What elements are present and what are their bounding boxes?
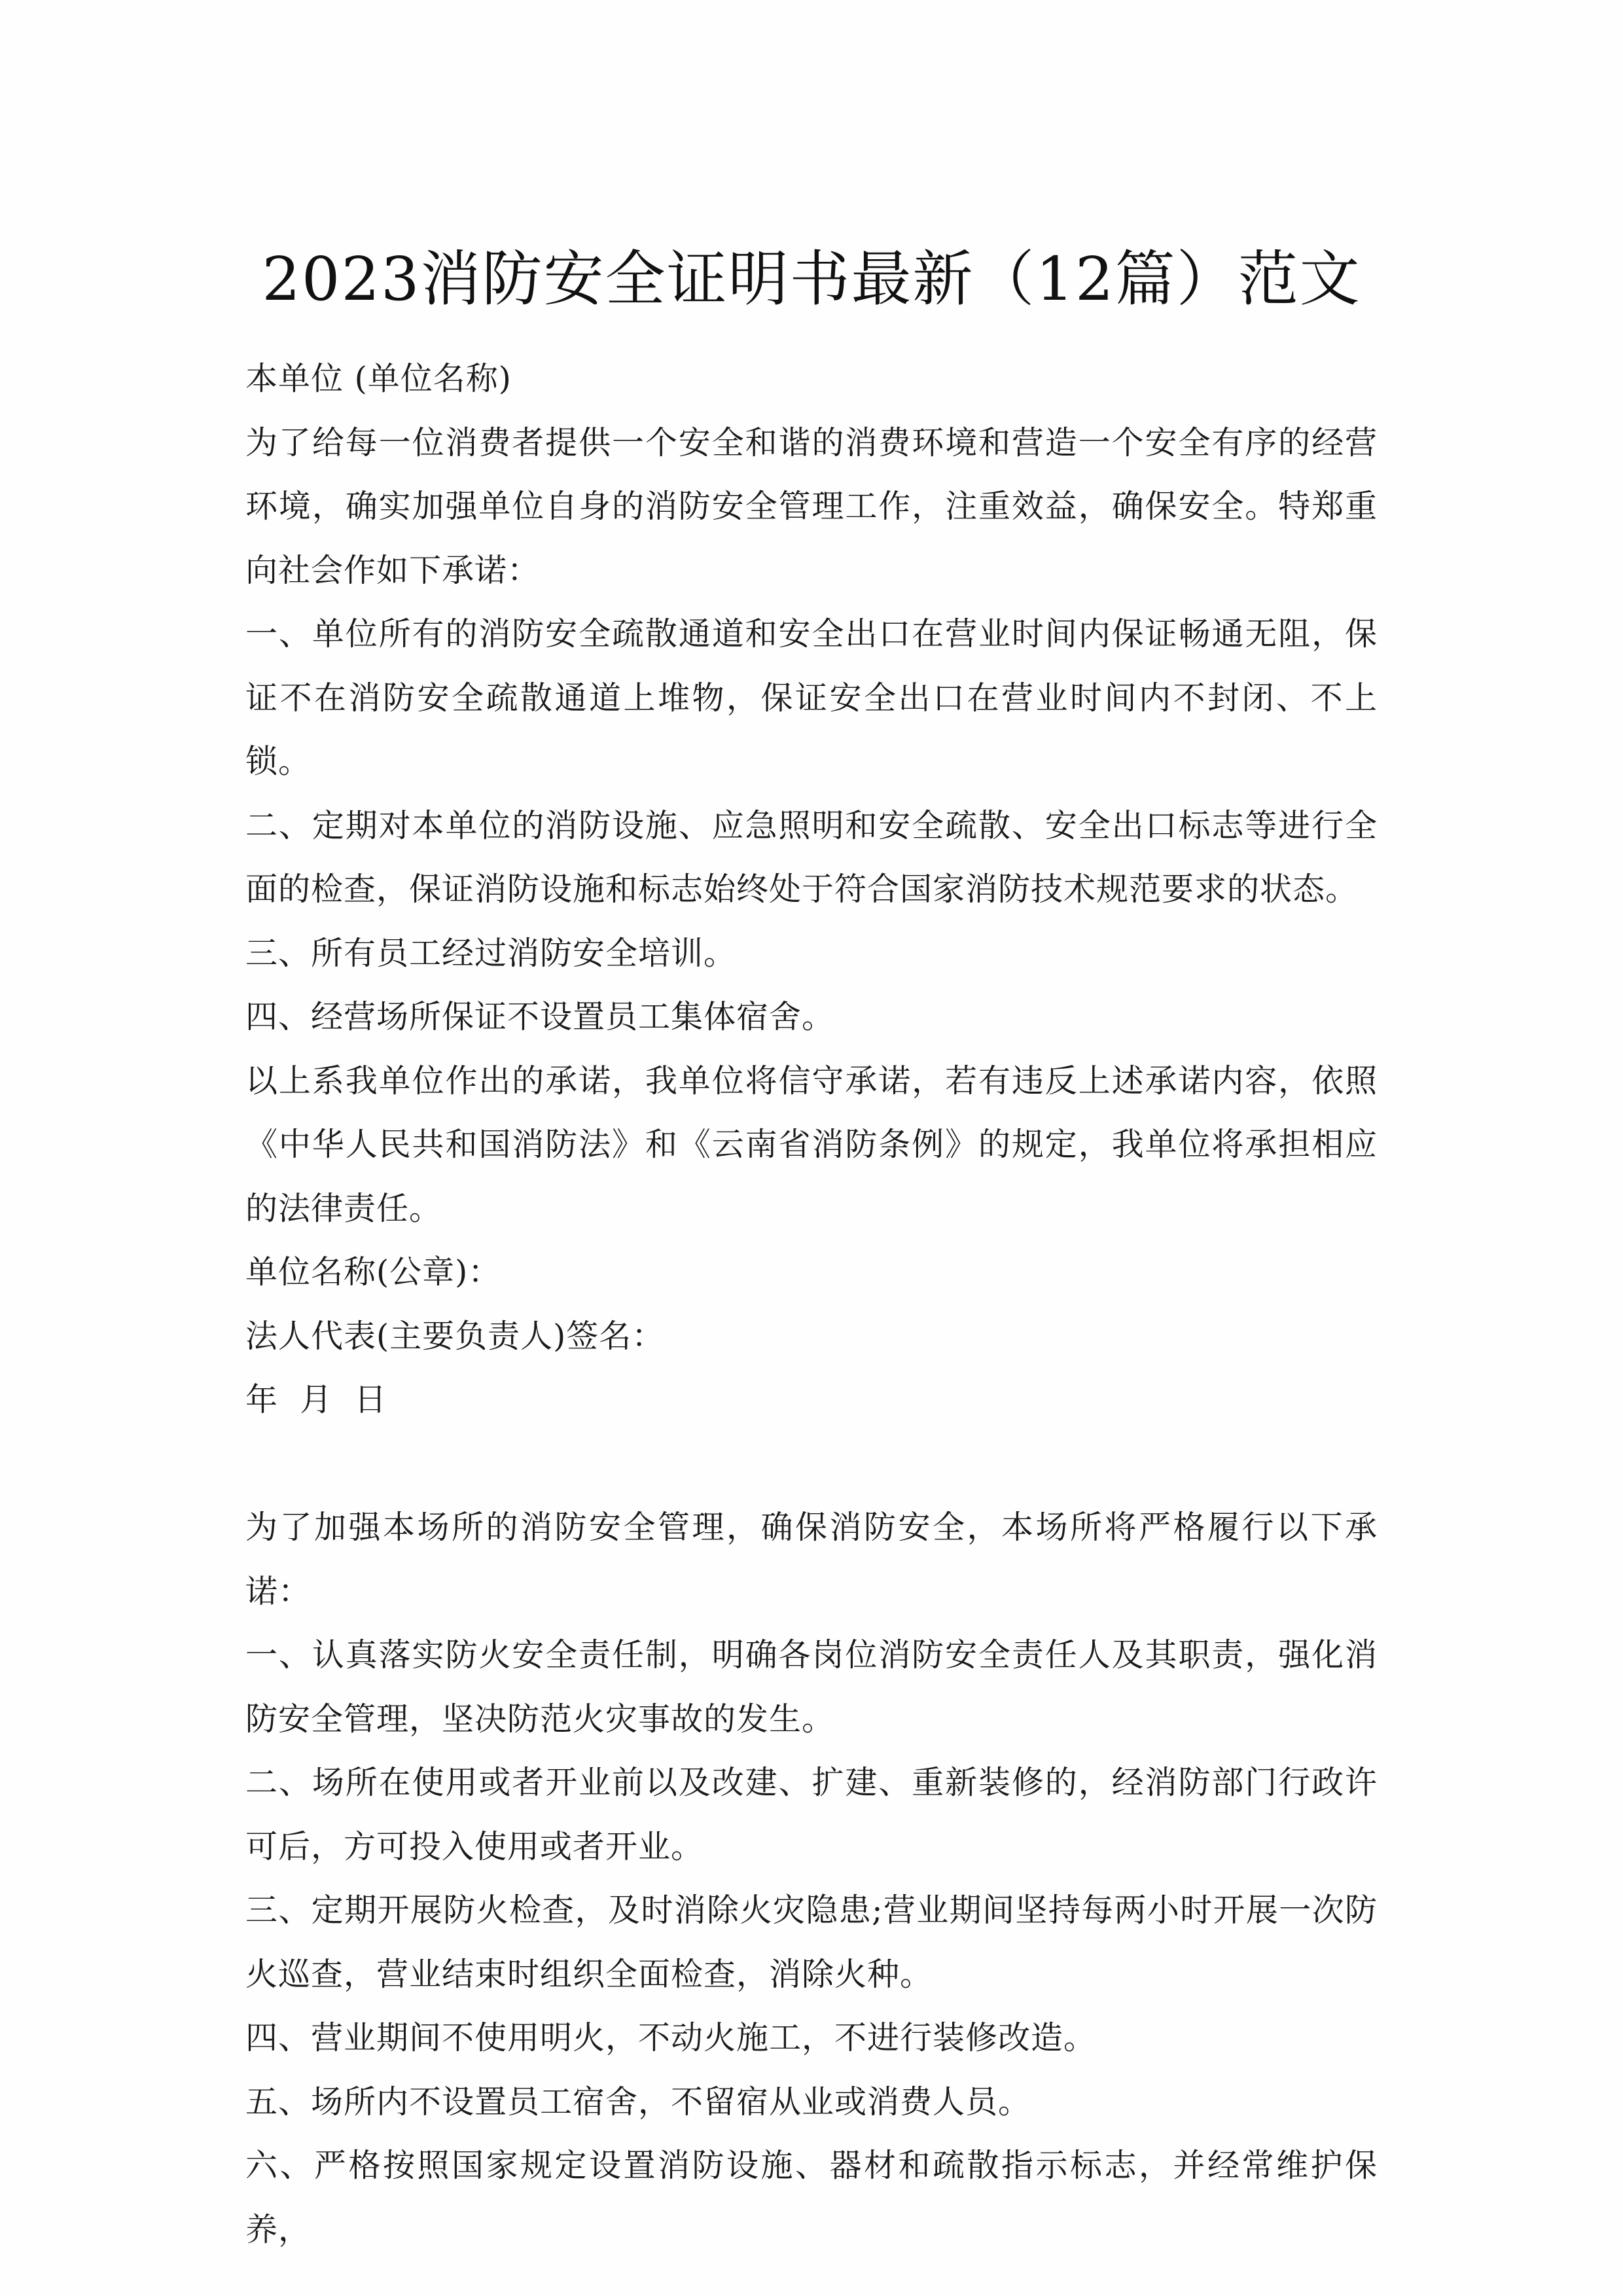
paragraph: 一、单位所有的消防安全疏散通道和安全出口在营业时间内保证畅通无阻，保证不在消防安全疏散通道上堆物，保证安全出口在营业时间内不封闭、不上锁。: [245, 615, 1378, 780]
section-spacer: [245, 1432, 1378, 1496]
paragraph: 四、经营场所保证不设置员工集体宿舍。: [245, 998, 835, 1035]
company-seal-line: 单位名称(公章)：: [245, 1253, 501, 1291]
paragraph: 六、严格按照国家规定设置消防设施、器材和疏散指示标志，并经常维护保养，: [245, 2147, 1378, 2248]
paragraph: 为了加强本场所的消防安全管理，确保消防安全，本场所将严格履行以下承诺：: [245, 1509, 1378, 1610]
paragraph: 一、认真落实防火安全责任制，明确各岗位消防安全责任人及其职责，强化消防安全管理，坚决防范火灾事故的发生。: [245, 1636, 1378, 1738]
paragraph: 二、场所在使用或者开业前以及改建、扩建、重新装修的，经消防部门行政许可后，方可投入使用或者开业。: [245, 1764, 1378, 1865]
paragraph: 五、场所内不设置员工宿舍，不留宿从业或消费人员。: [245, 2083, 1031, 2121]
signature-line: 法人代表(主要负责人)签名：: [245, 1317, 665, 1355]
paragraph: 为了给每一位消费者提供一个安全和谐的消费环境和营造一个安全有序的经营环境，确实加强单位自身的消防安全管理工作，注重效益，确保安全。特郑重向社会作如下承诺：: [245, 423, 1378, 589]
paragraph: 四、营业期间不使用明火，不动火施工，不进行装修改造。: [245, 2019, 1097, 2056]
paragraph: 三、定期开展防火检查，及时消除火灾隐患;营业期间坚持每两小时开展一次防火巡查，营业结束时组织全面检查，消除火种。: [245, 1892, 1378, 1993]
paragraph: 本单位 (单位名称): [245, 360, 512, 397]
paragraph: 三、所有员工经过消防安全培训。: [245, 934, 737, 972]
document-body: [245, 347, 1378, 2261]
document-title: 2023消防安全证明书最新（12篇）范文: [262, 243, 1361, 314]
date-line: 年 月 日: [245, 1381, 387, 1418]
paragraph: 二、定期对本单位的消防设施、应急照明和安全疏散、安全出口标志等进行全面的检查，保证消防设施和标志始终处于符合国家消防技术规范要求的状态。: [245, 806, 1378, 908]
paragraph: 以上系我单位作出的承诺，我单位将信守承诺，若有违反上述承诺内容，依照《中华人民共和国消防法》和《云南省消防条例》的规定，我单位将承担相应的法律责任。: [245, 1062, 1378, 1227]
